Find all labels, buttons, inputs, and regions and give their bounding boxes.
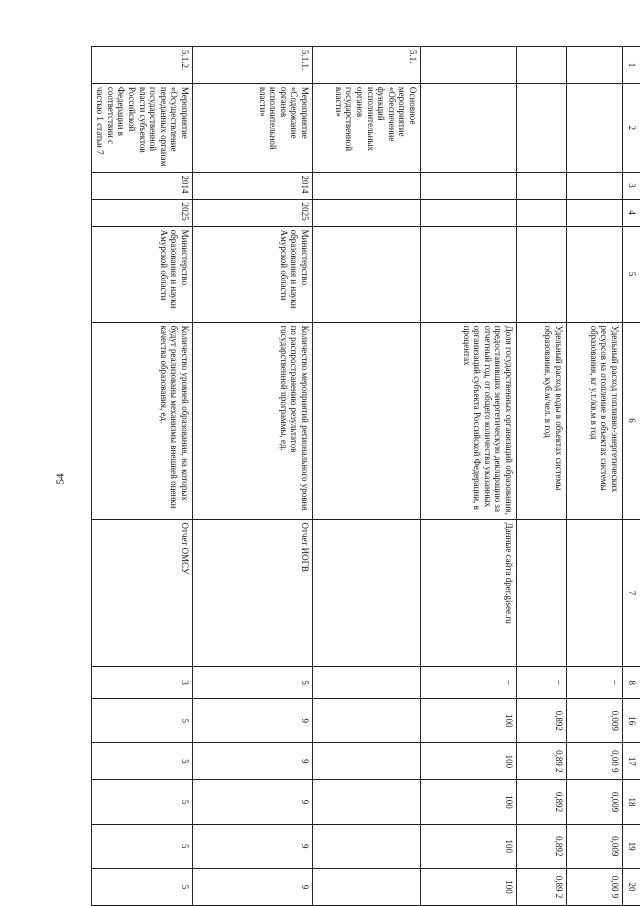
value-col-16: 100 <box>421 699 517 743</box>
value-col-16 <box>313 699 421 743</box>
header-cell: 6 <box>623 322 640 519</box>
table-row <box>517 47 567 906</box>
program-table <box>91 46 640 906</box>
value-col-17 <box>313 743 421 780</box>
value-col-17: 100 <box>421 743 517 780</box>
header-cell: 20 <box>623 868 640 905</box>
value-col-18: 100 <box>421 780 517 824</box>
value-col-19: 5 <box>92 824 193 868</box>
activity-name <box>421 83 517 172</box>
indicator: Количество уровней образования, на которых будут реализованы механизмы внешней оценки качества образования, ед. <box>92 322 193 519</box>
data-source: Отчет ОМСУ <box>92 519 193 667</box>
end-year <box>421 199 517 226</box>
value-col-17: 9 <box>193 743 313 780</box>
header-cell: 16 <box>623 699 640 743</box>
value-col-18: 0,009 <box>567 780 623 824</box>
page-number: 54 <box>55 474 67 485</box>
executor: Министерство образования и науки Амурской области <box>193 226 313 322</box>
start-year: 2014 <box>92 172 193 199</box>
value-col-18: 0,892 <box>517 780 567 824</box>
activity-name: Основное мероприятие «Обеспечение функций исполнительных органов государственной власти» <box>313 83 421 172</box>
end-year: 2025 <box>193 199 313 226</box>
executor <box>567 226 623 322</box>
end-year <box>567 199 623 226</box>
table-row <box>313 47 421 906</box>
header-cell: 18 <box>623 780 640 824</box>
start-year <box>517 172 567 199</box>
value-col-18 <box>313 780 421 824</box>
value-col-20: 5 <box>92 868 193 905</box>
executor: Министерство образования и науки Амурской области <box>92 226 193 322</box>
value-col-18: 5 <box>92 780 193 824</box>
table-row <box>92 47 193 906</box>
row-number <box>517 47 567 84</box>
row-number: 5.1.1. <box>193 47 313 84</box>
value-col-16: 9 <box>193 699 313 743</box>
header-cell: 3 <box>623 172 640 199</box>
data-source <box>517 519 567 667</box>
activity-name <box>517 83 567 172</box>
value-col-8: – <box>567 667 623 699</box>
value-col-20 <box>313 868 421 905</box>
header-cell: 4 <box>623 199 640 226</box>
data-source: Данные сайта dper.gisee.ru <box>421 519 517 667</box>
value-col-8: 5 <box>193 667 313 699</box>
executor <box>517 226 567 322</box>
table-row <box>567 47 623 906</box>
executor <box>421 226 517 322</box>
end-year <box>313 199 421 226</box>
header-cell: 5 <box>623 226 640 322</box>
executor <box>313 226 421 322</box>
value-col-8: – <box>421 667 517 699</box>
activity-name: Мероприятие «Осуществление переданных органам государственной власти субъектов Российской Федерации в соответствии с частью 1 статьи 7 <box>92 83 193 172</box>
value-col-19: 0,009 <box>567 824 623 868</box>
value-col-20: 0,89 2 <box>517 868 567 905</box>
value-col-17: 0,89 2 <box>517 743 567 780</box>
row-number: 5.1.2. <box>92 47 193 84</box>
value-col-19 <box>313 824 421 868</box>
start-year <box>421 172 517 199</box>
activity-name <box>567 83 623 172</box>
header-cell: 17 <box>623 743 640 780</box>
value-col-16: 0,009 <box>567 699 623 743</box>
value-col-19: 0,892 <box>517 824 567 868</box>
header-cell: 7 <box>623 519 640 667</box>
header-cell: 19 <box>623 824 640 868</box>
data-source <box>567 519 623 667</box>
start-year: 2014 <box>193 172 313 199</box>
indicator: Удельный расход воды в объектах системы образования, куб.м/чел. в год <box>517 322 567 519</box>
value-col-16: 0,892 <box>517 699 567 743</box>
indicator: Доля государственных организаций образования, предоставивших энергетическую декларацию за отчетный год, от общего количества указанных организаций субъекта Российской Федерации, в процентах <box>421 322 517 519</box>
header-cell: 1 <box>623 47 640 84</box>
data-source <box>313 519 421 667</box>
value-col-8: – <box>517 667 567 699</box>
value-col-17: 0,00 9 <box>567 743 623 780</box>
value-col-16: 5 <box>92 699 193 743</box>
value-col-20: 0,00 9 <box>567 868 623 905</box>
value-col-19: 100 <box>421 824 517 868</box>
value-col-18: 9 <box>193 780 313 824</box>
row-number <box>567 47 623 84</box>
value-col-20: 100 <box>421 868 517 905</box>
start-year <box>313 172 421 199</box>
activity-name: Мероприятие «Содержание органов исполнительной власти» <box>193 83 313 172</box>
value-col-8 <box>313 667 421 699</box>
end-year: 2025 <box>92 199 193 226</box>
indicator <box>313 322 421 519</box>
indicator: Количество мероприятий регионального уровня по распространению результатов государственной программы, ед. <box>193 322 313 519</box>
table-row <box>193 47 313 906</box>
header-row <box>623 47 640 906</box>
header-cell: 8 <box>623 667 640 699</box>
value-col-19: 9 <box>193 824 313 868</box>
start-year <box>567 172 623 199</box>
value-col-17: 5 <box>92 743 193 780</box>
table-row <box>421 47 517 906</box>
end-year <box>517 199 567 226</box>
indicator: Удельный расход топливно-энергетических ресурсов на отопление в объектах системы образования, кг у.т./кв.м в год <box>567 322 623 519</box>
header-cell: 2 <box>623 83 640 172</box>
data-source: Отчет ИОГВ <box>193 519 313 667</box>
value-col-8: 3 <box>92 667 193 699</box>
value-col-20: 9 <box>193 868 313 905</box>
row-number: 5.1. <box>313 47 421 84</box>
row-number <box>421 47 517 84</box>
